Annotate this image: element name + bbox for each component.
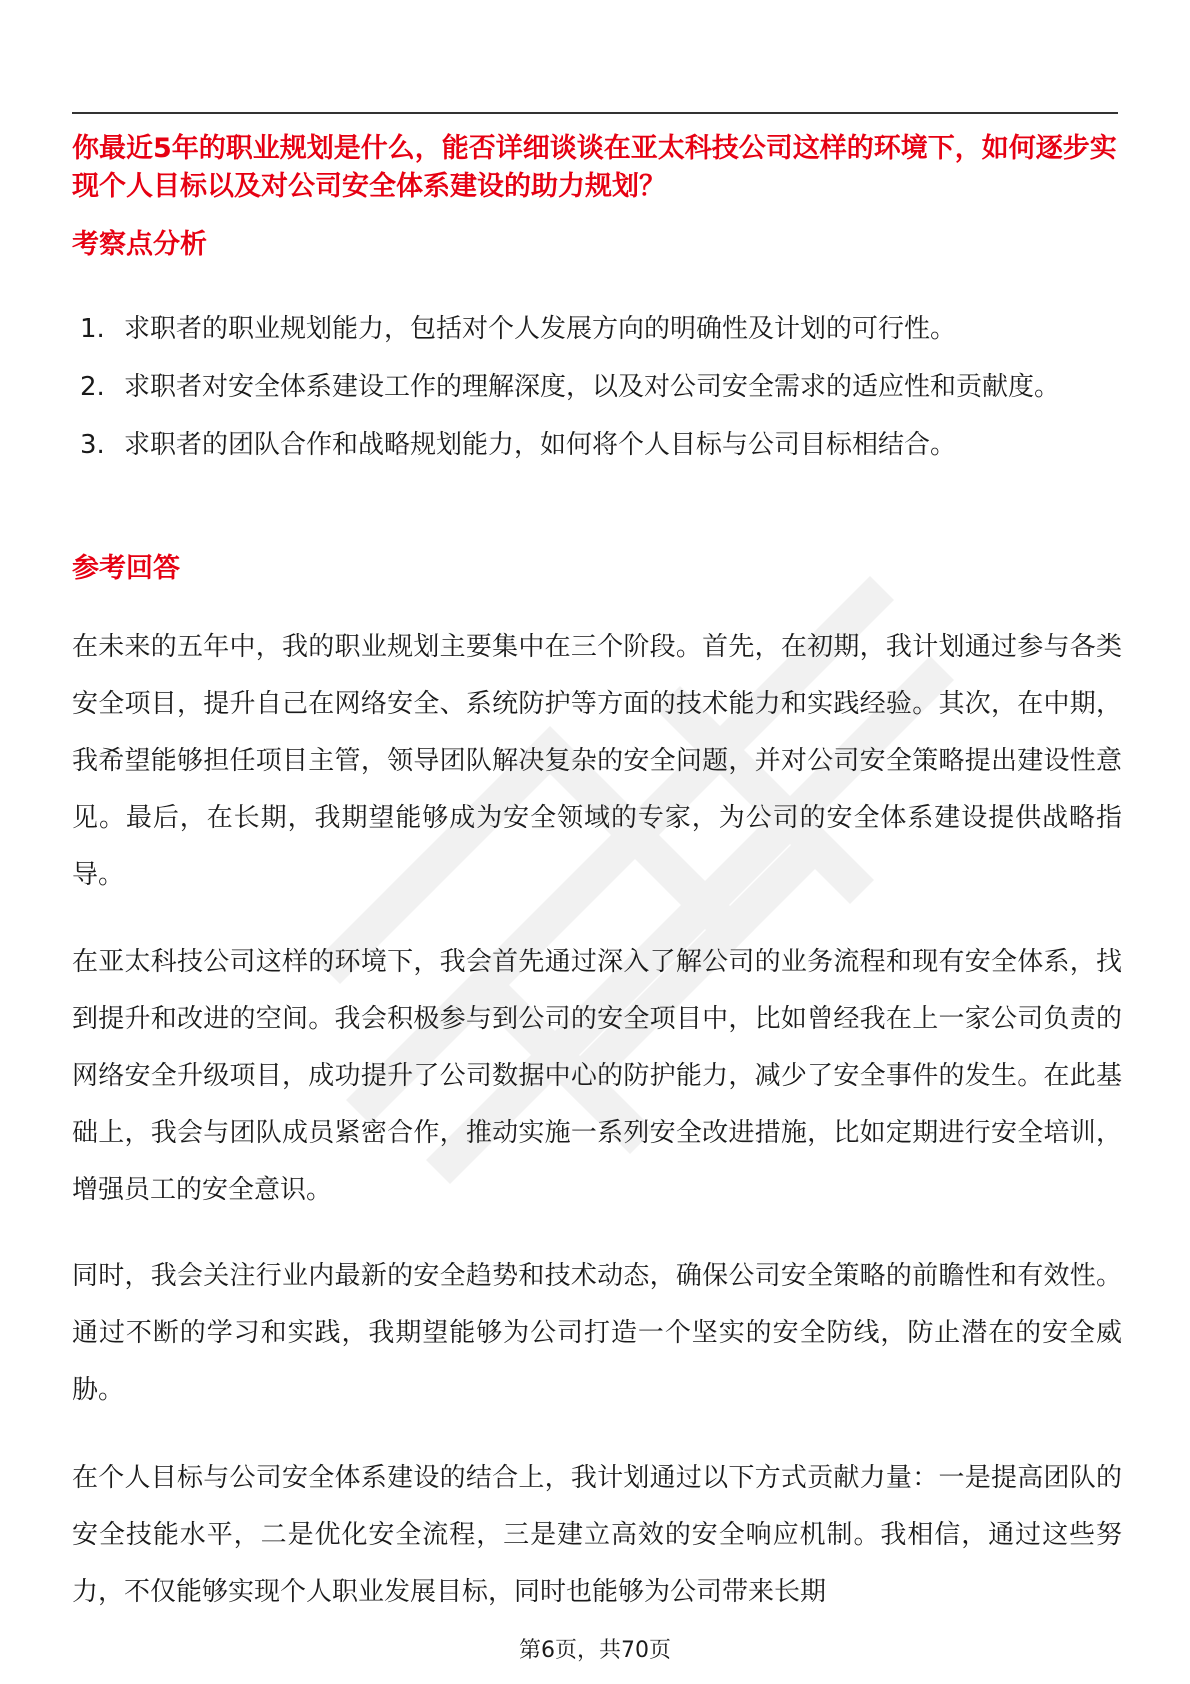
list-item [80,300,1120,358]
list-item-number: 2. [80,372,105,402]
list-item-text: 求职者对安全体系建设工作的理解深度，以及对公司安全需求的适应性和贡献度。 [124,372,1061,402]
list-item-number: 3. [80,430,105,460]
list-item-number: 1. [80,314,105,344]
page-number: 第6页，共70页 [519,1638,671,1663]
answer-paragraph: 在亚太科技公司这样的环境下，我会首先通过深入了解公司的业务流程和现有安全体系，找到提升和改进的空间。我会积极参与到公司的安全项目中，比如曾经我在上一家公司负责的网络安全升级项目，成功提升了公司数据中心的防护能力，减少了安全事件的发生。在此基础上，我会与团队成员紧密合作，推动实施一系列安全改进措施，比如定期进行安全培训，增强员工的安全意识。 [72,947,1122,1205]
top-divider [72,112,1118,114]
answer-paragraph: 在未来的五年中，我的职业规划主要集中在三个阶段。首先，在初期，我计划通过参与各类安全项目，提升自己在网络安全、系统防护等方面的技术能力和实践经验。其次，在中期，我希望能够担任项目主管，领导团队解决复杂的安全问题，并对公司安全策略提出建设性意见。最后，在长期，我期望能够成为安全领域的专家，为公司的安全体系建设提供战略指导。 [72,632,1122,890]
list-item [80,416,1120,474]
answer-paragraph: 同时，我会关注行业内最新的安全趋势和技术动态，确保公司安全策略的前瞻性和有效性。通过不断的学习和实践，我期望能够为公司打造一个坚实的安全防线，防止潜在的安全威胁。 [72,1261,1122,1405]
analysis-list [80,300,1120,474]
list-item [80,358,1120,416]
list-item-text: 求职者的职业规划能力，包括对个人发展方向的明确性及计划的可行性。 [124,314,957,344]
analysis-heading: 考察点分析 [72,229,207,260]
question-title: 你最近5年的职业规划是什么，能否详细谈谈在亚太科技公司这样的环境下，如何逐步实现个人目标以及对公司安全体系建设的助力规划？ [72,133,1117,202]
answer-heading: 参考回答 [72,553,180,584]
list-item-text: 求职者的团队合作和战略规划能力，如何将个人目标与公司目标相结合。 [124,430,957,460]
answer-paragraph: 在个人目标与公司安全体系建设的结合上，我计划通过以下方式贡献力量：一是提高团队的安全技能水平，二是优化安全流程，三是建立高效的安全响应机制。我相信，通过这些努力，不仅能够实现个人职业发展目标，同时也能够为公司带来长期 [72,1463,1122,1607]
